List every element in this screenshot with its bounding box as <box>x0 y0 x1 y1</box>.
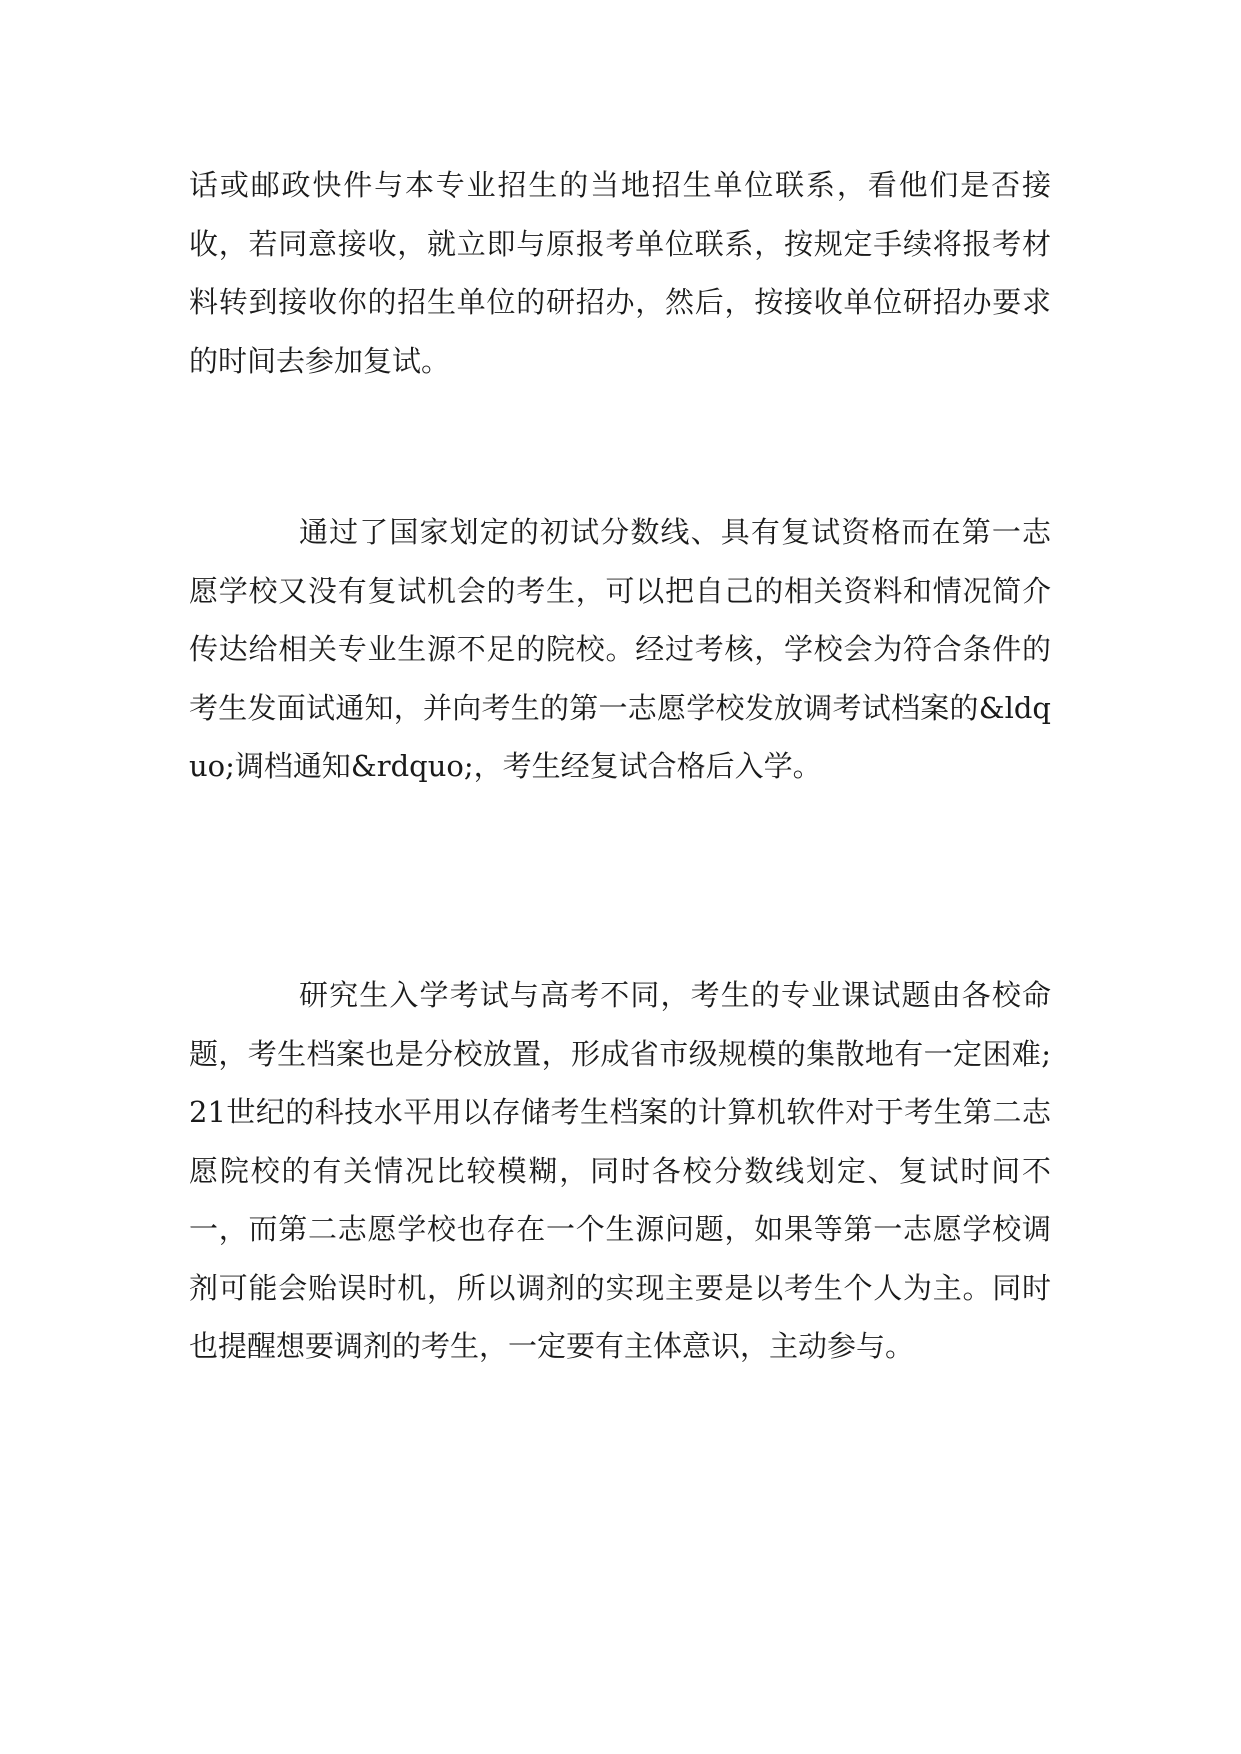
paragraph-transfer-application: 通过了国家划定的初试分数线、具有复试资格而在第一志愿学校又没有复试机会的考生，可以把自己的相关资料和情况简介传达给相关专业生源不足的院校。经过考核，学校会为符合条件的考生发面试通知，并向考生的第一志愿学校发放调考试档案的&ldquo;调档通知&rdquo;，考生经复试合格后入学。 <box>189 515 1051 783</box>
paragraph-continued: 话或邮政快件与本专业招生的当地招生单位联系，看他们是否接收，若同意接收，就立即与原报考单位联系，按规定手续将报考材料转到接收你的招生单位的研招办，然后，按接收单位研招办要求的时间去参加复试。 <box>189 168 1051 378</box>
paragraph-transfer-advice: 研究生入学考试与高考不同，考生的专业课试题由各校命题，考生档案也是分校放置，形成省市级规模的集散地有一定困难;21世纪的科技水平用以存储考生档案的计算机软件对于考生第二志愿院校的有关情况比较模糊，同时各校分数线划定、复试时间不一，而第二志愿学校也存在一个生源问题，如果等第一志愿学校调剂可能会贻误时机，所以调剂的实现主要是以考生个人为主。同时也提醒想要调剂的考生，一定要有主体意识，主动参与。 <box>189 978 1051 1363</box>
